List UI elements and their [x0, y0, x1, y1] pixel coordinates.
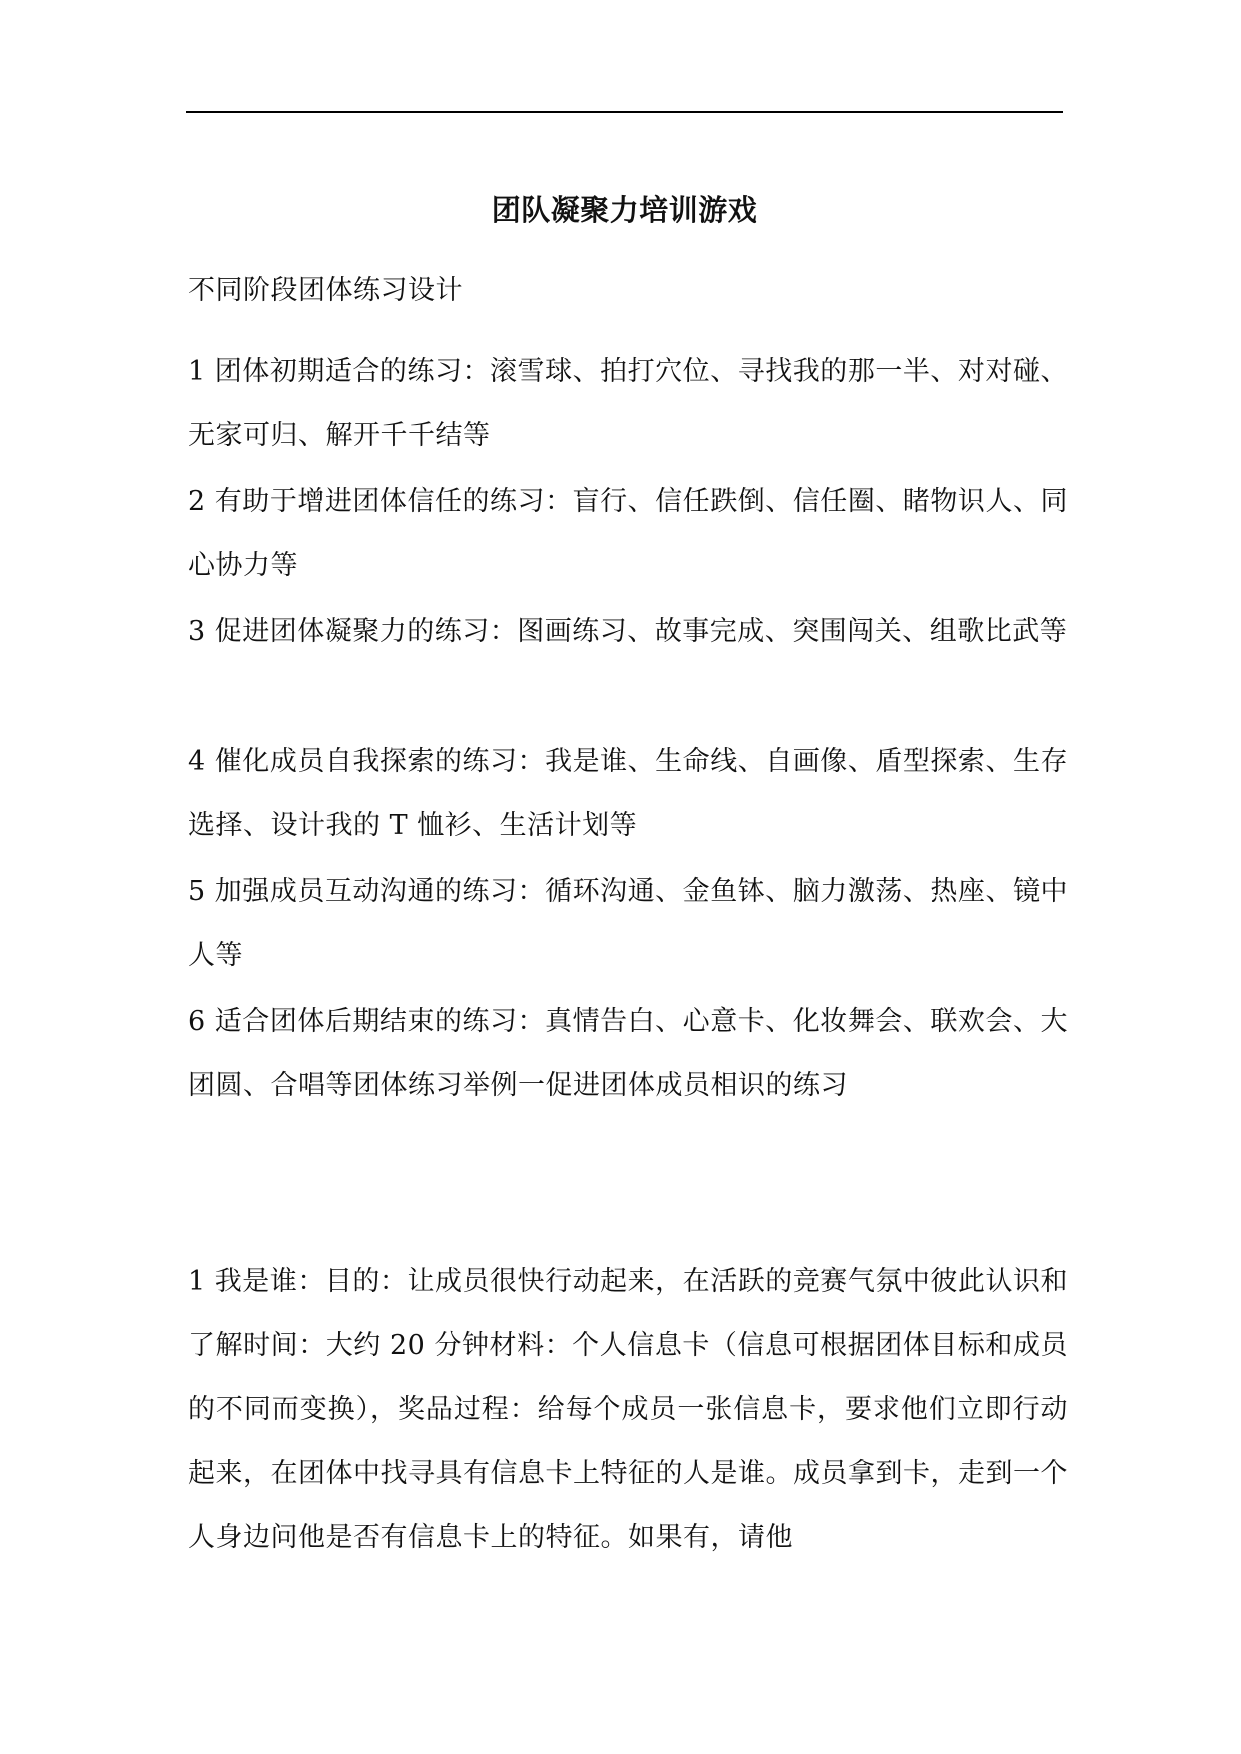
list-item: 2 有助于增进团体信任的练习：盲行、信任跌倒、信任圈、睹物识人、同心协力等: [188, 486, 1068, 581]
list-item: 1 团体初期适合的练习：滚雪球、拍打穴位、寻找我的那一半、对对碰、无家可归、解开千千结等: [188, 356, 1068, 451]
list-item: 5 加强成员互动沟通的练习：循环沟通、金鱼钵、脑力激荡、热座、镜中人等: [188, 876, 1068, 971]
section-intro: 不同阶段团体练习设计: [188, 275, 463, 306]
list-item: 3 促进团体凝聚力的练习：图画练习、故事完成、突围闯关、组歌比武等: [188, 616, 1068, 647]
list-item: 6 适合团体后期结束的练习：真情告白、心意卡、化妆舞会、联欢会、大团圆、合唱等团体练习举例一促进团体成员相识的练习: [188, 1006, 1068, 1101]
header-rule: [186, 111, 1063, 113]
document-title: 团队凝聚力培训游戏: [491, 193, 758, 227]
list-item: 4 催化成员自我探索的练习：我是谁、生命线、自画像、盾型探索、生存选择、设计我的 T 恤衫、生活计划等: [188, 746, 1068, 841]
body-paragraph: 1 我是谁：目的：让成员很快行动起来，在活跃的竞赛气氛中彼此认识和了解时间：大约 20 分钟材料：个人信息卡（信息可根据团体目标和成员的不同而变换），奖品过程：给每个成员一张信息卡，要求他们立即行动起来，在团体中找寻具有信息卡上特征的人是谁。成员拿到卡，走到一个人身边问他是否有信息卡上的特征。如果有，请他: [188, 1266, 1068, 1553]
